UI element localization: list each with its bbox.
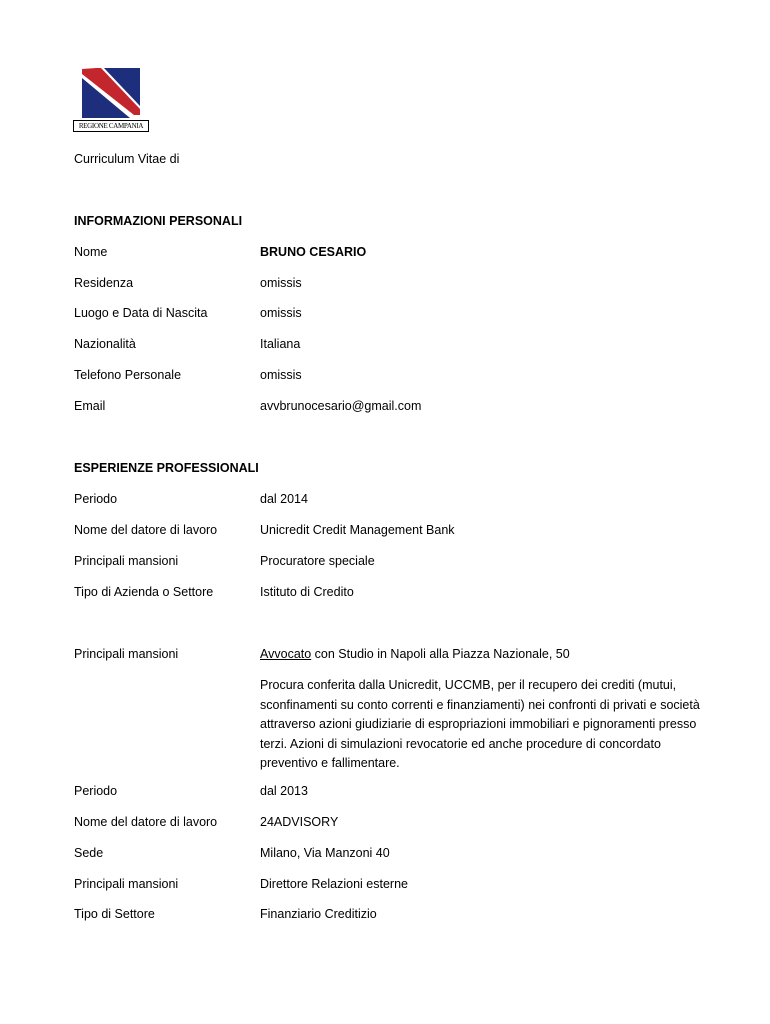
value-periodo-2: dal 2013 — [260, 784, 308, 798]
label-sede-2: Sede — [74, 846, 104, 860]
avvocato-underlined: Avvocato — [260, 647, 312, 661]
avvocato-studio-text: con Studio in Napoli alla Piazza Nazionale, 50 — [311, 647, 570, 661]
section-heading-personal: INFORMAZIONI PERSONALI — [74, 214, 243, 228]
label-telefono: Telefono Personale — [74, 368, 182, 382]
value-luogo-data-nascita: omissis — [260, 306, 302, 320]
label-residenza: Residenza — [74, 276, 134, 290]
label-mansioni-1: Principali mansioni — [74, 554, 179, 568]
value-mansioni-2: Direttore Relazioni esterne — [260, 877, 408, 891]
value-datore-2: 24ADVISORY — [260, 815, 339, 829]
mansioni-description: Procura conferita dalla Unicredit, UCCMB, per il recupero dei crediti (mutui, sconfinamenti su conto correnti e finanziamenti) nei confronti di privati e società attraverso azioni giudiziarie di espropriazioni immobiliari e pignoramenti presso terzi. Azioni di simulazioni revocatorie ed anche procedure di concordato preventivo e fallimentare. — [260, 678, 700, 770]
label-settore-1: Tipo di Azienda o Settore — [74, 585, 214, 599]
value-nome: BRUNO CESARIO — [260, 245, 367, 259]
value-mansioni-avvocato — [260, 647, 570, 661]
value-email: avvbrunocesario@gmail.com — [260, 399, 422, 413]
value-residenza: omissis — [260, 276, 302, 290]
value-sede-2: Milano, Via Manzoni 40 — [260, 846, 390, 860]
label-nazionalita: Nazionalità — [74, 337, 136, 351]
label-nome: Nome — [74, 245, 108, 259]
value-periodo-1: dal 2014 — [260, 492, 308, 506]
label-mansioni-avvocato: Principali mansioni — [74, 647, 179, 661]
value-settore-1: Istituto di Credito — [260, 585, 354, 599]
label-datore-2: Nome del datore di lavoro — [74, 815, 218, 829]
label-periodo-1: Periodo — [74, 492, 118, 506]
cv-intro: Curriculum Vitae di — [74, 152, 180, 166]
logo-text: REGIONE CAMPANIA — [73, 120, 149, 132]
value-telefono: omissis — [260, 368, 302, 382]
value-nazionalita: Italiana — [260, 337, 301, 351]
label-luogo-data-nascita: Luogo e Data di Nascita — [74, 306, 208, 320]
value-datore-1: Unicredit Credit Management Bank — [260, 523, 455, 537]
logo-emblem — [82, 68, 140, 118]
label-settore-2: Tipo di Settore — [74, 907, 155, 921]
label-periodo-2: Periodo — [74, 784, 118, 798]
label-datore-1: Nome del datore di lavoro — [74, 523, 218, 537]
value-settore-2: Finanziario Creditizio — [260, 907, 377, 921]
value-mansioni-1: Procuratore speciale — [260, 554, 375, 568]
label-mansioni-2: Principali mansioni — [74, 877, 179, 891]
regione-campania-logo — [73, 68, 151, 136]
section-heading-experience: ESPERIENZE PROFESSIONALI — [74, 461, 259, 475]
label-email: Email — [74, 399, 106, 413]
